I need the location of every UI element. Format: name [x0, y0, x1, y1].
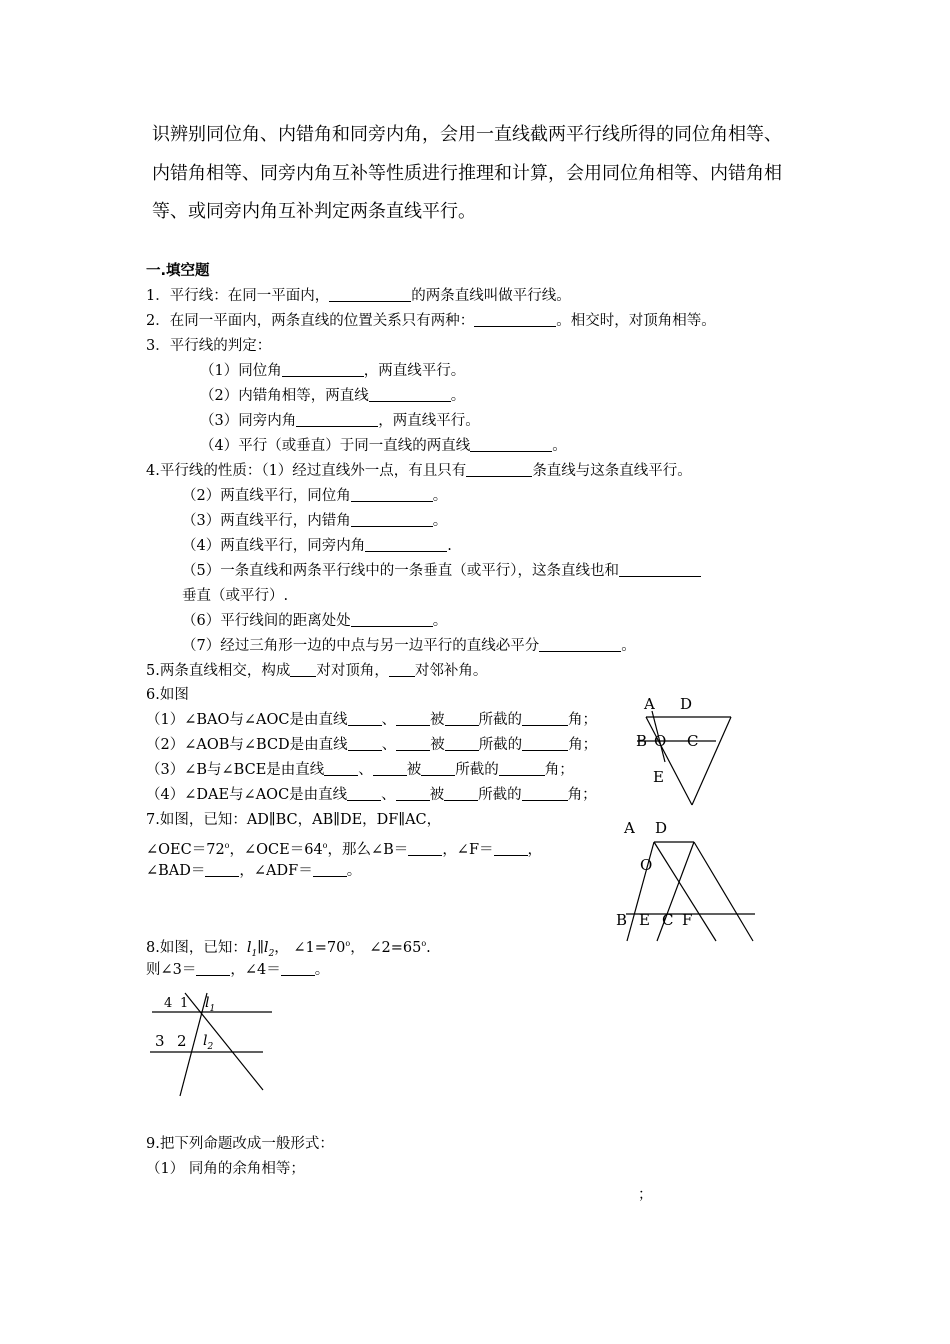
blank — [365, 537, 447, 552]
blank — [445, 736, 479, 751]
degree-mark: o — [345, 939, 351, 948]
line-l2-symbol — [263, 939, 275, 959]
blank — [396, 711, 430, 726]
q4-i5-a: （5）一条直线和两条平行线中的一条垂直（或平行），这条直线也和 — [182, 563, 619, 579]
fig6-label-e: E — [653, 768, 664, 786]
degree-mark: o — [421, 939, 427, 948]
q3-i1-b: ，两直线平行。 — [363, 363, 466, 379]
q4-i7-b: 。 — [621, 638, 636, 654]
q3-i2-a: （2）内错角相等，两直线 — [200, 388, 369, 404]
fig8-label-1: 1 — [180, 996, 189, 1011]
fig8-l1-sub: 1 — [209, 1003, 216, 1014]
q4-i3-a: （3）两直线平行，内错角 — [182, 513, 351, 529]
fig7-label-a: A — [624, 819, 635, 837]
q3-i3-a: （3）同旁内角 — [200, 413, 297, 429]
q6-l2-a: （2）∠AOB与∠BCD是由直线 — [146, 737, 348, 753]
q6-sep: 、 — [358, 762, 373, 778]
fig6-label-b: B — [636, 732, 648, 750]
q8-sub2: 2 — [268, 948, 275, 959]
q6-sep: 角； — [544, 762, 574, 778]
fig8-label-4: 4 — [164, 996, 173, 1011]
q6-sep: 角； — [567, 787, 597, 803]
question-7-line-2 — [146, 837, 542, 859]
q4-i1-a: 4.平行线的性质：（1）经过直线外一点，有且只有 — [146, 463, 467, 479]
blank — [396, 786, 430, 801]
blank — [196, 961, 230, 976]
fig8-l2-l: l — [203, 1033, 208, 1049]
blank — [421, 761, 455, 776]
intro-line-3: 等、或同旁内角互补判定两条直线平行。 — [152, 201, 476, 222]
q6-sep: 所截的 — [478, 712, 522, 728]
question-7-line-1: 7.如图，已知：AD∥BC，AB∥DE，DF∥AC， — [146, 812, 442, 828]
blank — [282, 362, 364, 377]
q8-l: l — [263, 939, 269, 956]
q8-l1b: ， ∠1=70 — [274, 939, 346, 956]
q5-b: 对对顶角， — [316, 663, 389, 679]
blank — [351, 612, 433, 627]
question-4-item-5-cont: 垂直（或平行）. — [182, 588, 289, 604]
fig8-transversal-2 — [185, 993, 263, 1090]
q6-sep: 被 — [430, 737, 445, 753]
blank — [281, 961, 315, 976]
intro-line-1: 识辨别同位角、内错角和同旁内角，会用一直线截两平行线所得的同位角相等、 — [152, 124, 782, 145]
blank — [539, 637, 621, 652]
blank — [444, 786, 478, 801]
q7-l3a: ∠BAD＝ — [146, 863, 206, 879]
fig6-label-d: D — [680, 695, 693, 713]
q3-i4-a: （4）平行（或垂直）于同一直线的两直线 — [200, 438, 471, 454]
fig6-line-d-apex — [692, 717, 731, 805]
question-5 — [146, 662, 487, 680]
blank — [522, 786, 568, 801]
q8-l: l — [246, 939, 252, 956]
blank — [369, 387, 451, 402]
blank — [329, 287, 411, 302]
blank — [205, 862, 239, 877]
degree-mark: o — [322, 841, 328, 850]
fig6-label-c: C — [687, 732, 699, 750]
question-4-item-5 — [182, 562, 701, 580]
fig7-line-df — [694, 842, 753, 941]
question-2 — [146, 312, 716, 330]
q1-text-b: 的两条直线叫做平行线。 — [411, 288, 571, 304]
question-4-item-1 — [146, 462, 692, 480]
q4-i6-b: 。 — [432, 613, 448, 629]
q6-sep: 被 — [406, 762, 422, 778]
q3-i1-a: （1）同位角 — [200, 363, 282, 379]
fig7-label-f: F — [682, 911, 693, 929]
blank — [351, 487, 433, 502]
question-3-item-3 — [200, 412, 480, 430]
fig8-l1-l: l — [205, 995, 210, 1011]
q2-text-a: 2．在同一平面内，两条直线的位置关系只有两种： — [146, 313, 475, 329]
blank — [396, 736, 430, 751]
question-9-tail: ； — [638, 1187, 653, 1203]
q3-i4-b: 。 — [552, 438, 567, 454]
question-4-item-4 — [182, 537, 452, 555]
q6-sep: 被 — [429, 787, 445, 803]
fig6-label-o: O — [654, 732, 667, 750]
question-3-title: 3．平行线的判定： — [146, 338, 272, 354]
q8-l1a: 8.如图，已知： — [146, 939, 247, 956]
fig7-label-o: O — [640, 856, 653, 874]
q7-l3b: ，∠ADF＝ — [239, 863, 313, 879]
fig7-label-d: D — [655, 819, 668, 837]
line-l1-symbol — [246, 939, 258, 959]
q3-i3-b: ，两直线平行。 — [378, 413, 480, 429]
fig6-label-a: A — [644, 695, 655, 713]
fig8-label-3: 3 — [155, 1032, 165, 1050]
q6-sep: 、 — [381, 712, 396, 728]
blank — [408, 841, 442, 856]
question-6-line-1 — [146, 711, 597, 729]
q8-l2c: 。 — [314, 962, 330, 978]
q4-i1-b: 条直线与这条直线平行。 — [532, 463, 692, 479]
blank — [445, 711, 479, 726]
question-8-line-1 — [146, 935, 431, 963]
blank — [296, 412, 378, 427]
blank — [290, 662, 316, 677]
question-9-item-1: （1） 同角的余角相等； — [146, 1161, 305, 1177]
q6-sep: 被 — [430, 712, 445, 728]
fig7-label-c: C — [662, 911, 674, 929]
fig7-label-b: B — [616, 911, 628, 929]
q7-l2b: ，∠OCE＝64 — [229, 841, 323, 858]
blank — [351, 512, 433, 527]
blank — [313, 862, 347, 877]
question-4-item-6 — [182, 612, 447, 630]
q6-sep: 角； — [568, 737, 598, 753]
fig8-label-2: 2 — [177, 1032, 187, 1050]
blank — [522, 736, 568, 751]
q8-l2a: 则∠3＝ — [146, 962, 197, 978]
q5-c: 对邻补角。 — [414, 663, 488, 679]
question-1 — [146, 287, 571, 305]
q8-l1d: . — [426, 939, 431, 956]
q6-sep: 所截的 — [478, 787, 522, 803]
q5-a: 5.两条直线相交，构成 — [146, 663, 291, 679]
q3-i2-b: 。 — [450, 388, 466, 404]
question-8-line-2 — [146, 961, 329, 979]
q7-l2d: ，∠F＝ — [442, 841, 494, 858]
blank — [474, 312, 556, 327]
q6-sep: 、 — [381, 737, 397, 753]
q6-l1-a: （1）∠BAO与∠AOC是由直线 — [146, 712, 348, 728]
section-title: 一.填空题 — [146, 263, 210, 279]
blank — [619, 562, 701, 577]
q1-text-a: 1．平行线：在同一平面内， — [146, 288, 330, 304]
q4-i4-b: . — [447, 538, 452, 554]
q6-sep: 所截的 — [478, 737, 523, 753]
q8-par: ∥ — [257, 939, 264, 956]
question-6-line-2 — [146, 736, 597, 754]
blank — [466, 462, 532, 477]
q7-l3c: 。 — [346, 863, 362, 879]
fig7-label-e: E — [639, 911, 650, 929]
question-6-line-3 — [146, 761, 574, 779]
q7-l2e: ， — [527, 841, 543, 858]
q7-l2a: ∠OEC＝72 — [146, 841, 225, 858]
fig8-l2-sub: 2 — [207, 1041, 214, 1052]
q4-i6-a: （6）平行线间的距离处处 — [182, 613, 351, 629]
q4-i3-b: 。 — [432, 513, 448, 529]
blank — [324, 761, 358, 776]
fig6-line-a-apex — [646, 717, 692, 805]
intro-line-2: 内错角相等、同旁内角互补等性质进行推理和计算，会用同位角相等、内错角相 — [152, 163, 782, 184]
q2-text-b: 。相交时，对顶角相等。 — [556, 313, 716, 329]
blank — [347, 786, 381, 801]
blank — [470, 437, 552, 452]
q8-sub1: 1 — [251, 948, 258, 959]
question-3-item-1 — [200, 362, 465, 380]
question-4-item-3 — [182, 512, 447, 530]
blank — [499, 761, 545, 776]
question-9-title: 9.把下列命题改成一般形式： — [146, 1136, 334, 1152]
q4-i7-a: （7）经过三角形一边的中点与另一边平行的直线必平分 — [182, 638, 540, 654]
question-3-item-4 — [200, 437, 567, 455]
q4-i4-a: （4）两直线平行，同旁内角 — [182, 538, 366, 554]
q6-sep: 所截的 — [455, 762, 499, 778]
blank — [373, 761, 407, 776]
fig8-label-l1 — [205, 995, 215, 1017]
question-4-item-7 — [182, 637, 636, 655]
q8-l2b: ，∠4＝ — [230, 962, 281, 978]
blank — [348, 736, 382, 751]
question-7-line-3 — [146, 862, 361, 880]
question-3-item-2 — [200, 387, 465, 405]
q8-l1c: ， ∠2=65 — [350, 939, 422, 956]
q4-i2-b: 。 — [432, 488, 448, 504]
q6-l4-a: （4）∠DAE与∠AOC是由直线 — [146, 787, 348, 803]
q4-i2-a: （2）两直线平行，同位角 — [182, 488, 351, 504]
fig8-label-l2 — [203, 1033, 213, 1055]
blank — [348, 711, 382, 726]
blank — [389, 662, 415, 677]
question-6-line-4 — [146, 786, 597, 804]
degree-mark: o — [224, 841, 230, 850]
blank — [494, 841, 528, 856]
question-6-title: 6.如图 — [146, 687, 189, 703]
q6-l3-a: （3）∠B与∠BCE是由直线 — [146, 762, 325, 778]
question-4-item-2 — [182, 487, 447, 505]
q6-sep: 、 — [381, 787, 396, 803]
q7-l2c: ，那么∠B＝ — [327, 841, 409, 858]
blank — [522, 711, 568, 726]
q6-sep: 角； — [568, 712, 597, 728]
